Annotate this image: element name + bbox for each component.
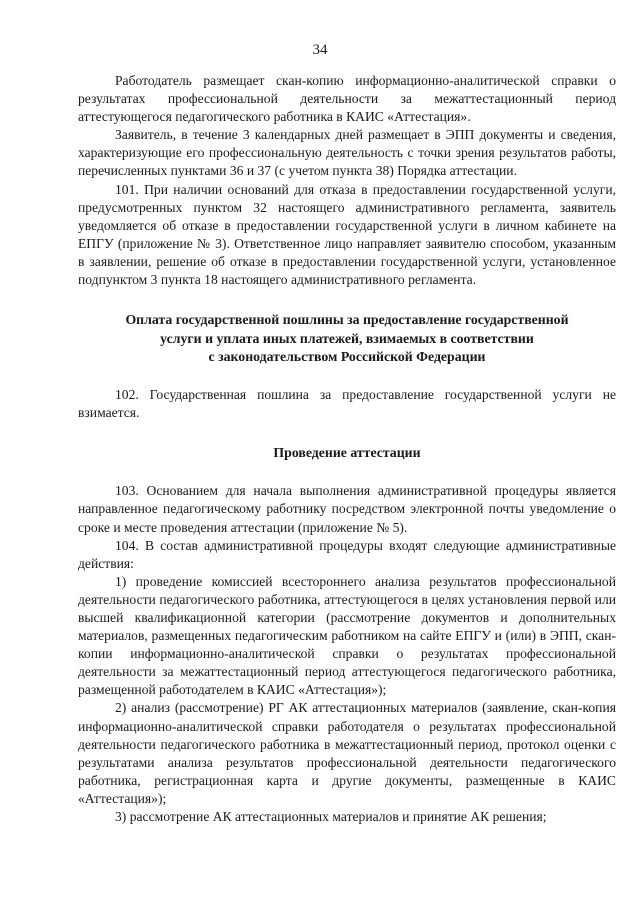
list-item-2: 2) анализ (рассмотрение) РГ АК аттестационных материалов (заявление, скан-копия информационно-аналитической справки работодателя о результатах профессиональной деятельности педагогического работника в межаттестационный период, протокол оценки с результатами анализа результатов профессиональной деятельности педагогического работника, регистрационная карта и другие документы, размещенные в КАИС «Аттестация»);	[78, 700, 616, 806]
heading-state-fee-line-1: Оплата государственной пошлины за предоставление государственной	[125, 312, 569, 328]
list-item-3: 3) рассмотрение АК аттестационных материалов и принятие АК решения;	[115, 809, 547, 824]
paragraph-103: 103. Основанием для начала выполнения административной процедуры является направленное педагогическому работнику посредством электронной почты уведомление о сроке и месте проведения аттестации (приложение № 5).	[78, 483, 616, 535]
paragraph-employer-scan: Работодатель размещает скан-копию информационно-аналитической справки о результатах профессиональной деятельности за межаттестационный период аттестующегося педагогического работника в КАИС «Аттестация».	[78, 73, 616, 125]
heading-attestation: Проведение аттестации	[273, 444, 421, 460]
paragraph-104: 104. В состав административной процедуры входят следующие административные действия:	[78, 537, 616, 571]
list-item-1: 1) проведение комиссией всестороннего анализа результатов профессиональной деятельности педагогического работника, аттестующегося в целях установления первой или высшей квалификационной категории (рассмотрение документов и дополнительных материалов, размещенных педагогическим работником на сайте ЕПГУ и (или) в ЭПП, скан-копии информационно-аналитической справки о результатах профессиональной деятельности за межаттестационный период аттестующегося педагогического работника, размещенной работодателем в КАИС «Аттестация»);	[78, 573, 616, 698]
document-body	[78, 72, 616, 826]
paragraph-101: 101. При наличии оснований для отказа в предоставлении государственной услуги, предусмотренных пунктом 32 настоящего административного регламента, заявитель уведомляется об отказе в предоставлении государственной услуги в личном кабинете на ЕПГУ (приложение № 3). Ответственное лицо направляет заявителю способом, указанным в заявлении, решение об отказе в предоставлении государственной услуги, установленное подпунктом 3 пункта 18 настоящего административного регламента.	[78, 181, 616, 288]
heading-state-fee-line-3: с законодательством Российской Федерации	[208, 349, 486, 365]
paragraph-applicant-epp: Заявитель, в течение 3 календарных дней размещает в ЭПП документы и сведения, характеризующие его профессиональную деятельность с точки зрения результатов работы, перечисленных пунктами 36 и 37 (с учетом пункта 38) Порядка аттестации.	[78, 127, 616, 179]
heading-state-fee-line-2: услуги и уплата иных платежей, взимаемых в соответствии	[160, 330, 534, 346]
page-number: 34	[312, 42, 328, 58]
paragraph-102: 102. Государственная пошлина за предоставление государственной услуги не взимается.	[78, 386, 616, 420]
heading-state-fee	[78, 311, 616, 367]
